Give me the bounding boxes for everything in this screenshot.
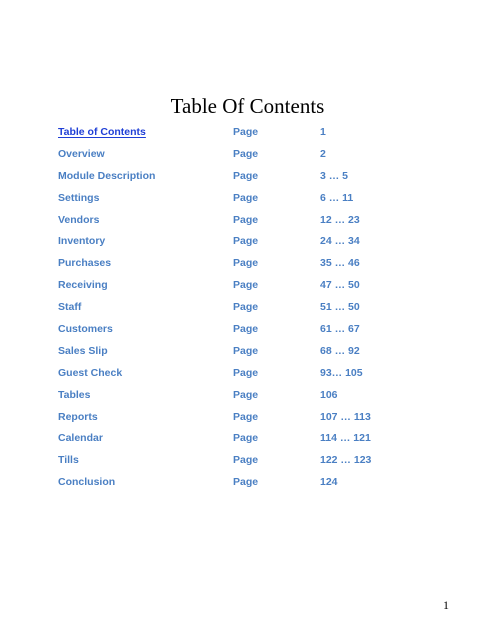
toc-section-link[interactable]: Table of Contents bbox=[58, 126, 146, 138]
toc-page-label: Page bbox=[233, 323, 259, 336]
toc-section-title: Settings bbox=[58, 191, 100, 204]
toc-section-title: Reports bbox=[58, 410, 98, 423]
toc-entry bbox=[58, 144, 438, 166]
page-title: Table Of Contents bbox=[170, 94, 325, 118]
toc-section-title: Purchases bbox=[58, 257, 112, 270]
toc-page-range: 68 … 92 bbox=[320, 344, 360, 357]
toc-entry bbox=[58, 385, 438, 407]
toc-page-range: 107 … 113 bbox=[320, 410, 371, 423]
toc-entry bbox=[58, 188, 438, 210]
toc-page-label: Page bbox=[233, 147, 259, 160]
toc-page-label: Page bbox=[233, 279, 259, 292]
toc-page-range: 12 … 23 bbox=[320, 213, 360, 226]
toc-page-range: 6 … 11 bbox=[320, 191, 354, 204]
toc-page-range: 51 … 50 bbox=[320, 301, 360, 314]
toc-page-label: Page bbox=[233, 476, 259, 489]
toc-page-label: Page bbox=[233, 213, 259, 226]
toc-page-label: Page bbox=[233, 126, 259, 138]
toc-section-title: Calendar bbox=[58, 432, 103, 445]
toc-section-title: Receiving bbox=[58, 279, 108, 292]
toc-page-range: 47 … 50 bbox=[320, 279, 360, 292]
toc-entry bbox=[58, 472, 438, 494]
toc-page-label: Page bbox=[233, 454, 259, 467]
toc-page-range: 124 bbox=[320, 476, 338, 489]
toc-entry bbox=[58, 231, 438, 253]
toc-entry bbox=[58, 275, 438, 297]
toc-section-title: Tables bbox=[58, 388, 91, 401]
toc-page-label: Page bbox=[233, 432, 259, 445]
toc-page-label: Page bbox=[233, 410, 259, 423]
toc-page-range: 24 … 34 bbox=[320, 235, 360, 248]
toc-section-title: Staff bbox=[58, 301, 82, 314]
table-of-contents bbox=[58, 122, 438, 494]
toc-page-label: Page bbox=[233, 235, 259, 248]
toc-section-title: Sales Slip bbox=[58, 344, 108, 357]
toc-section-title: Inventory bbox=[58, 235, 106, 248]
toc-entry bbox=[58, 450, 438, 472]
toc-page-label: Page bbox=[233, 301, 259, 314]
toc-page-label: Page bbox=[233, 257, 259, 270]
toc-page-label: Page bbox=[233, 344, 259, 357]
toc-page-range: 35 … 46 bbox=[320, 257, 360, 270]
toc-entry bbox=[58, 407, 438, 429]
toc-page-range: 93… 105 bbox=[320, 366, 363, 379]
toc-page-range: 122 … 123 bbox=[320, 454, 372, 467]
toc-entry bbox=[58, 253, 438, 275]
toc-entry bbox=[58, 363, 438, 385]
toc-page-label: Page bbox=[233, 169, 259, 182]
toc-section-title: Tills bbox=[58, 454, 79, 467]
toc-section-title: Module Description bbox=[58, 169, 156, 182]
toc-section-title: Overview bbox=[58, 147, 105, 160]
toc-page-range: 2 bbox=[320, 147, 326, 160]
toc-entry bbox=[58, 166, 438, 188]
toc-section-title: Conclusion bbox=[58, 476, 116, 489]
toc-page-label: Page bbox=[233, 388, 259, 401]
toc-entry bbox=[58, 319, 438, 341]
toc-page-label: Page bbox=[233, 366, 259, 379]
toc-page-label: Page bbox=[233, 191, 259, 204]
toc-page-range: 106 bbox=[320, 388, 338, 401]
toc-page-range: 1 bbox=[320, 126, 326, 138]
toc-entry bbox=[58, 210, 438, 232]
toc-page-range: 114 … 121 bbox=[320, 432, 371, 445]
toc-page-range: 3 … 5 bbox=[320, 169, 349, 182]
toc-section-title: Vendors bbox=[58, 213, 100, 226]
toc-entry bbox=[58, 341, 438, 363]
toc-section-title: Guest Check bbox=[58, 366, 123, 379]
toc-entry[interactable] bbox=[58, 122, 438, 144]
toc-entry bbox=[58, 297, 438, 319]
page-number: 1 bbox=[443, 598, 449, 612]
toc-page-range: 61 … 67 bbox=[320, 323, 360, 336]
toc-entry bbox=[58, 428, 438, 450]
toc-section-title: Customers bbox=[58, 323, 113, 336]
